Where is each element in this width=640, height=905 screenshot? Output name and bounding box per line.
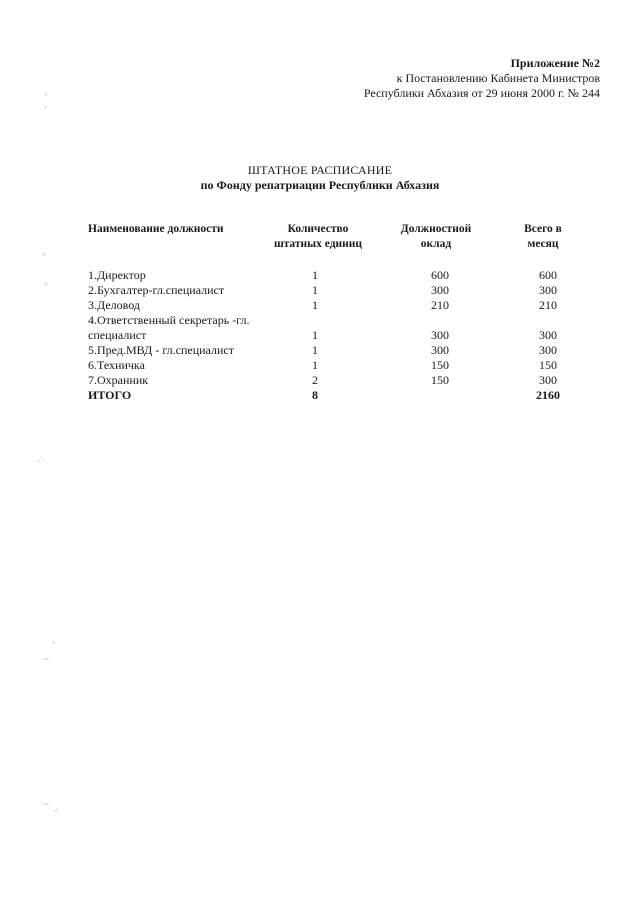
- cell-position: 1.Директор: [88, 268, 146, 282]
- document-title: [0, 163, 640, 193]
- cell-salary: 300: [431, 283, 449, 297]
- title-line-2: по Фонду репатриации Республики Абхазия: [200, 178, 440, 192]
- header-total-line-1: Всего в: [524, 223, 562, 235]
- table-row: [88, 268, 588, 283]
- cell-position: 6.Техничка: [88, 358, 145, 372]
- scan-speck: ᐟ: [44, 282, 48, 292]
- table-row: [88, 313, 588, 343]
- table-row: [88, 373, 588, 388]
- annex-line-2: Республики Абхазия от 29 июня 2000 г. № 244: [363, 86, 600, 100]
- scan-speck: ∽: [42, 800, 50, 810]
- annex-header: [364, 56, 600, 101]
- cell-quantity: 1: [312, 343, 318, 357]
- cell-quantity: 1: [312, 268, 318, 282]
- cell-salary: 150: [431, 373, 449, 387]
- scan-speck: ᐟ: [52, 640, 56, 650]
- scan-speck: ᐠ: [44, 105, 48, 115]
- cell-salary: 300: [431, 328, 449, 342]
- header-quantity: [263, 222, 373, 252]
- scan-speck: ᐟ: [54, 808, 58, 818]
- table-row: [88, 283, 588, 298]
- total-row: [88, 388, 588, 403]
- header-quantity-line-1: Количество: [287, 223, 349, 235]
- total-label: ИТОГО: [88, 388, 132, 402]
- total-quantity: 8: [312, 388, 318, 402]
- table-header: [88, 222, 588, 268]
- header-position-label: Наименование должности: [88, 223, 224, 235]
- table-row: [88, 298, 588, 313]
- cell-quantity: 1: [312, 298, 318, 312]
- staff-schedule-table: [88, 222, 588, 403]
- table-row: [88, 358, 588, 373]
- scan-speck: ᐟ: [44, 92, 48, 102]
- cell-total: 600: [539, 268, 557, 282]
- cell-total: 300: [539, 373, 557, 387]
- cell-total: 300: [539, 283, 557, 297]
- header-salary: [386, 222, 486, 252]
- cell-position: 5.Пред.МВД - гл.специалист: [88, 343, 234, 357]
- cell-position: 3.Деловод: [88, 298, 140, 312]
- cell-salary: 210: [431, 298, 449, 312]
- cell-quantity: 2: [312, 373, 318, 387]
- table-row: [88, 343, 588, 358]
- annex-title: Приложение №2: [510, 56, 600, 70]
- cell-total: 150: [539, 358, 557, 372]
- cell-position: 2.Бухгалтер-гл.специалист: [88, 283, 225, 297]
- header-quantity-line-2: штатных единиц: [273, 238, 363, 250]
- header-position: [88, 222, 258, 237]
- title-line-1: ШТАТНОЕ РАСПИСАНИЕ: [247, 163, 393, 177]
- cell-salary: 300: [431, 343, 449, 357]
- cell-quantity: 1: [312, 358, 318, 372]
- header-salary-line-1: Должностной: [400, 223, 472, 235]
- cell-position: 4.Ответственный секретарь -гл. специалист: [88, 313, 250, 342]
- table-body: [88, 268, 588, 403]
- cell-total: 210: [539, 298, 557, 312]
- scan-speck: ∽: [42, 655, 50, 665]
- scan-speck: ᐟ: [42, 252, 46, 262]
- cell-salary: 600: [431, 268, 449, 282]
- scan-speck: ∴: [38, 455, 44, 465]
- cell-salary: 150: [431, 358, 449, 372]
- total-sum: 2160: [536, 388, 560, 402]
- cell-quantity: 1: [312, 283, 318, 297]
- cell-total: 300: [539, 343, 557, 357]
- cell-quantity: 1: [312, 328, 318, 342]
- header-total-line-2: месяц: [527, 238, 559, 250]
- annex-line-1: к Постановлению Кабинета Министров: [396, 71, 600, 85]
- cell-total: 300: [539, 328, 557, 342]
- header-total: [503, 222, 583, 252]
- header-salary-line-2: оклад: [420, 238, 452, 250]
- cell-position: 7.Охранник: [88, 373, 149, 387]
